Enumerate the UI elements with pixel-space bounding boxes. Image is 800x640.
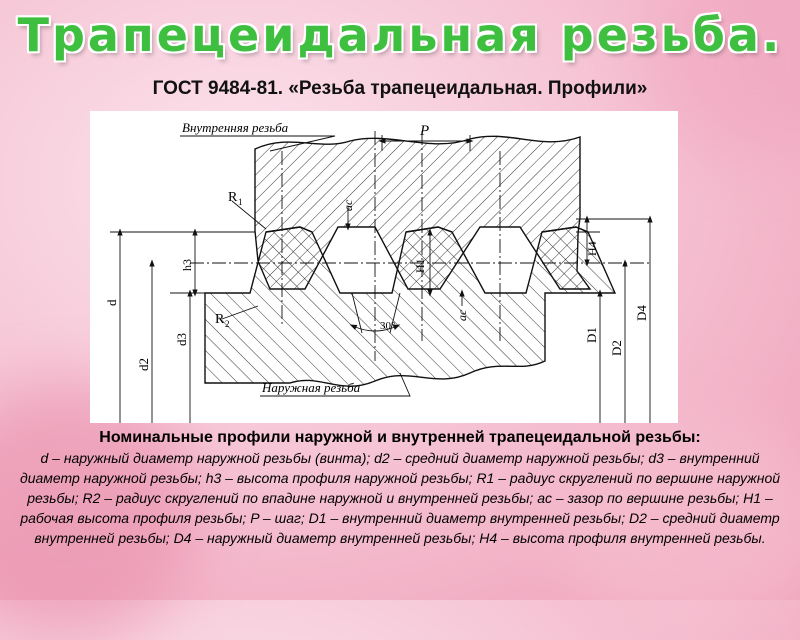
slide-title: Трапецеидальная резьба. (17, 8, 783, 62)
label-d3: d3 (174, 333, 189, 346)
label-h4: H4 (585, 241, 599, 256)
label-D2: D2 (609, 340, 624, 356)
label-r1-sub: 1 (238, 197, 243, 207)
caption-heading: Номинальные профили наружной и внутренней трапецеидальной резьбы: (99, 429, 701, 446)
external-thread-body (205, 227, 615, 386)
label-r1: R (228, 190, 238, 205)
label-internal-thread: Внутренняя резьба (182, 120, 289, 135)
label-D4: D4 (634, 305, 649, 321)
caption-body: d – наружный диаметр наружной резьбы (винта); d2 – средний диаметр наружной резьбы; d3 – внутренний диаметр наружной резьбы; h3 – высота профиля наружной резьбы; R1 – радиус скруглений по вершине наружной резьбы; R2 – радиус скруглений по впадине наружной и внутренней резьбы; ac – зазор по вершине резьбы; H1 – рабочая высота профиля резьбы; P – шаг; D1 – внутренний диаметр внутренней резьбы; D2 – средний диаметр внутренней резьбы; D4 – наружный диаметр внутренней резьбы; H4 – высота профиля внутренней резьбы. (19, 450, 781, 546)
caption-block (12, 428, 788, 548)
thread-profile-diagram (90, 111, 678, 423)
label-angle: 30° (380, 320, 396, 332)
label-ac-bottom: ac (455, 309, 469, 321)
label-ac-top: ac (341, 199, 355, 211)
label-h3: h3 (180, 259, 194, 271)
label-h1: H1 (413, 258, 427, 273)
slide-subtitle: ГОСТ 9484-81. «Резьба трапецеидальная. Профили» (152, 78, 648, 99)
label-r2: R (215, 312, 225, 327)
label-D1: D1 (584, 327, 599, 343)
label-d: d (104, 299, 119, 306)
label-pitch: P (420, 123, 430, 139)
label-external-thread: Наружная резьба (262, 380, 361, 395)
thread-profile-svg (90, 111, 678, 423)
label-d2: d2 (136, 358, 151, 371)
label-r2-sub: 2 (225, 319, 230, 329)
